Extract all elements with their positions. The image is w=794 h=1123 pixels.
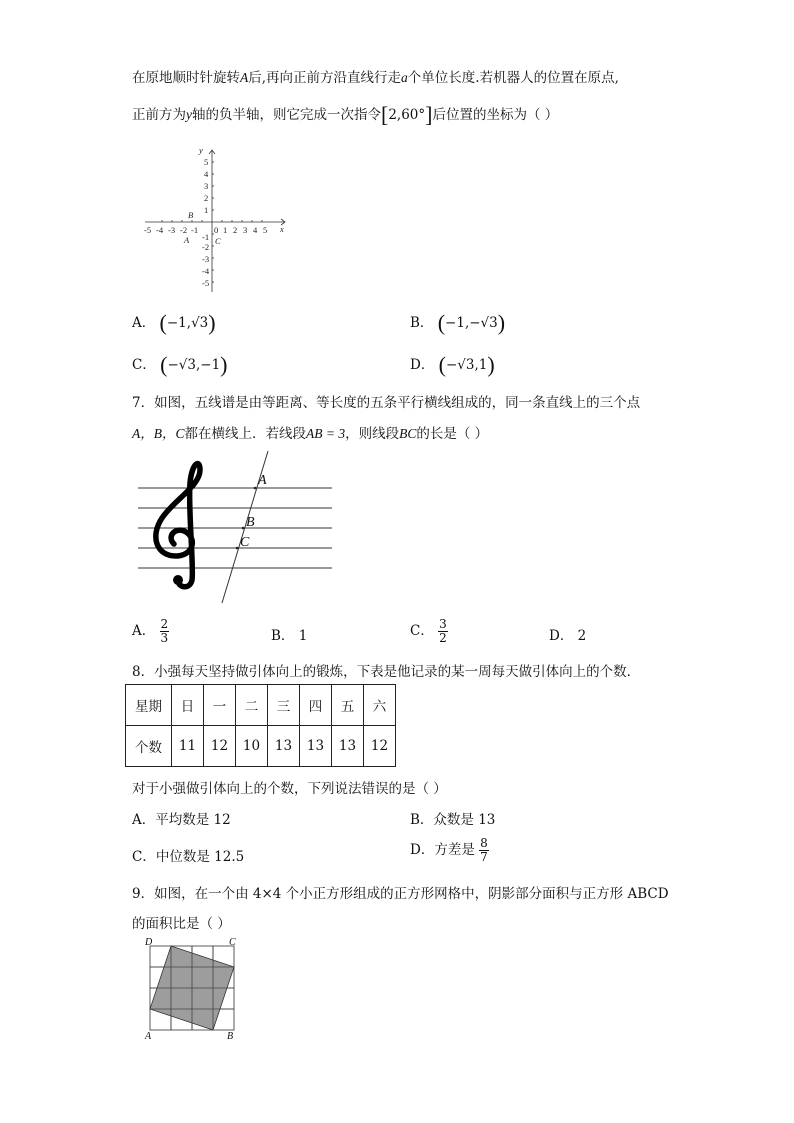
- option-value: 方差是: [434, 842, 475, 858]
- table-cell: 10: [236, 726, 268, 767]
- option-value: 平均数是 12: [155, 812, 231, 828]
- var-A: A: [240, 70, 249, 85]
- option-value: −1,√3: [166, 315, 209, 331]
- point-A-label: A: [258, 473, 267, 488]
- point-B-label: B: [227, 1031, 234, 1042]
- option-letter: C．: [132, 357, 156, 373]
- var-y: y: [186, 107, 192, 122]
- point-C-label: C: [215, 236, 221, 246]
- option-letter: B．: [271, 628, 295, 644]
- grid-square-figure: [144, 936, 244, 1040]
- table-row: [126, 685, 396, 726]
- table-row: [126, 726, 396, 767]
- pullup-table: [125, 684, 396, 767]
- option-value: −√3,−1: [167, 357, 221, 373]
- option-value: 中位数是 12.5: [155, 849, 245, 865]
- q7-text: 的长是（ ）: [416, 426, 489, 442]
- q7-option-b[interactable]: [271, 624, 307, 644]
- option-letter: C．: [132, 849, 156, 865]
- y-axis-label: y: [199, 145, 203, 155]
- y-tick: 1: [204, 205, 209, 215]
- y-tick: -2: [202, 242, 210, 252]
- q8-option-b[interactable]: [410, 808, 495, 828]
- option-value: −√3,1: [445, 357, 488, 373]
- q6-text: 轴的负半轴，则它完成一次指令: [192, 107, 381, 123]
- option-value: 1: [298, 628, 308, 644]
- y-tick: -3: [202, 254, 210, 264]
- q6-option-b[interactable]: B． (−1,−√3): [410, 310, 506, 335]
- x-tick: 1: [223, 225, 228, 235]
- y-tick: -4: [202, 266, 210, 276]
- q6-text: 后,再向正前方沿直线行走: [248, 70, 402, 86]
- table-cell: 12: [204, 726, 236, 767]
- y-tick: -5: [202, 278, 210, 288]
- q8-option-d[interactable]: [410, 837, 489, 864]
- q8-option-a[interactable]: [132, 808, 231, 828]
- x-tick: 3: [243, 225, 248, 235]
- fraction: $\frac{2}{3}$: [160, 617, 169, 645]
- x-tick: 0: [214, 225, 219, 235]
- bracket: ]: [425, 102, 433, 127]
- q6-text: 后位置的坐标为（ ）: [432, 107, 559, 123]
- bracket: [: [381, 102, 389, 127]
- option-letter: D．: [410, 842, 435, 858]
- x-tick: -4: [156, 225, 164, 235]
- q7-text: ，则线段: [345, 426, 400, 442]
- point-B-label: B: [246, 515, 255, 530]
- q7-line-2: [132, 422, 488, 442]
- q9-line-1: 9．如图，在一个由 4×4 个小正方形组成的正方形网格中，阴影部分面积与正方形 ABCD: [132, 886, 669, 902]
- table-cell: 13: [300, 726, 332, 767]
- x-tick: 5: [263, 225, 268, 235]
- y-tick: 3: [204, 181, 209, 191]
- option-letter: B．: [410, 315, 434, 331]
- x-tick: -2: [180, 225, 188, 235]
- y-tick: 4: [204, 169, 209, 179]
- option-letter: D．: [410, 357, 435, 373]
- point-B-label: B: [188, 210, 194, 220]
- point-A-label: A: [145, 1031, 152, 1042]
- table-header-cell: 星期: [126, 685, 172, 726]
- option-value: 众数是 13: [433, 812, 496, 828]
- q8-option-c[interactable]: [132, 845, 244, 865]
- q6-option-a[interactable]: A． (−1,√3): [132, 310, 216, 335]
- var-a: a: [401, 70, 408, 85]
- table-header-cell: 二: [236, 685, 268, 726]
- q9-line-2: 的面积比是（ ）: [132, 916, 231, 932]
- fraction: $\frac{8}{7}$: [480, 836, 488, 864]
- option-value: 2: [577, 628, 587, 644]
- table-cell: 个数: [126, 726, 172, 767]
- table-cell: 13: [332, 726, 364, 767]
- music-staff-figure: [134, 448, 334, 608]
- x-tick: -1: [191, 225, 199, 235]
- option-letter: B．: [410, 812, 434, 828]
- coordinate-graph: [140, 142, 300, 297]
- x-tick: 2: [233, 225, 238, 235]
- q6-text: 正前方为: [132, 107, 186, 123]
- table-header-cell: 三: [268, 685, 300, 726]
- q7-option-a[interactable]: [132, 618, 169, 645]
- table-cell: 12: [364, 726, 396, 767]
- instruction-value: 2,60°: [388, 107, 426, 123]
- q8-line-1: 8．小强每天坚持做引体向上的锻炼，下表是他记录的某一周每天做引体向上的个数．: [132, 664, 641, 680]
- option-letter: D．: [549, 628, 574, 644]
- table-cell: 11: [172, 726, 204, 767]
- q7-option-d[interactable]: [549, 624, 586, 644]
- q6-text: 在原地顺时针旋转: [132, 70, 240, 86]
- y-tick: 5: [204, 157, 209, 167]
- q6-text: 个单位长度.若机器人的位置在原点,: [407, 70, 619, 86]
- y-tick: -1: [202, 232, 210, 242]
- option-letter: A．: [132, 623, 156, 639]
- point-D-label: D: [145, 937, 153, 948]
- q7-text: 都在横线上．若线段: [184, 426, 306, 442]
- y-tick: 2: [204, 193, 209, 203]
- q6-line-1: [132, 66, 619, 86]
- table-header-cell: 四: [300, 685, 332, 726]
- table-header-cell: 五: [332, 685, 364, 726]
- x-tick: -3: [168, 225, 176, 235]
- table-header-cell: 六: [364, 685, 396, 726]
- q7-option-c[interactable]: [410, 618, 448, 645]
- option-letter: A．: [132, 812, 156, 828]
- option-letter: A．: [132, 315, 156, 331]
- q7-line-1: 7．如图，五线谱是由等距离、等长度的五条平行横线组成的，同一条直线上的三个点: [132, 395, 641, 411]
- q6-option-c[interactable]: C． (−√3,−1): [132, 352, 228, 377]
- table-cell: 13: [268, 726, 300, 767]
- option-value: −1,−√3: [445, 315, 498, 331]
- x-axis-label: x: [280, 224, 284, 234]
- table-header-cell: 日: [172, 685, 204, 726]
- q8-question: 对于小强做引体向上的个数，下列说法错误的是（ ）: [132, 781, 447, 797]
- table-header-cell: 一: [204, 685, 236, 726]
- q6-line-2: [132, 102, 558, 128]
- segment-BC: BC: [399, 426, 417, 441]
- point-C-label: C: [240, 535, 250, 550]
- option-letter: C．: [410, 623, 434, 639]
- equation: AB = 3: [306, 426, 346, 441]
- fraction: $\frac{3}{2}$: [439, 617, 447, 645]
- point-A-label: A: [184, 235, 190, 245]
- q6-option-d[interactable]: D． (−√3,1): [410, 352, 495, 377]
- point-C-label: C: [229, 937, 236, 948]
- points-ABC: A，B，C: [132, 426, 185, 441]
- x-tick: -5: [144, 225, 152, 235]
- x-tick: 4: [253, 225, 258, 235]
